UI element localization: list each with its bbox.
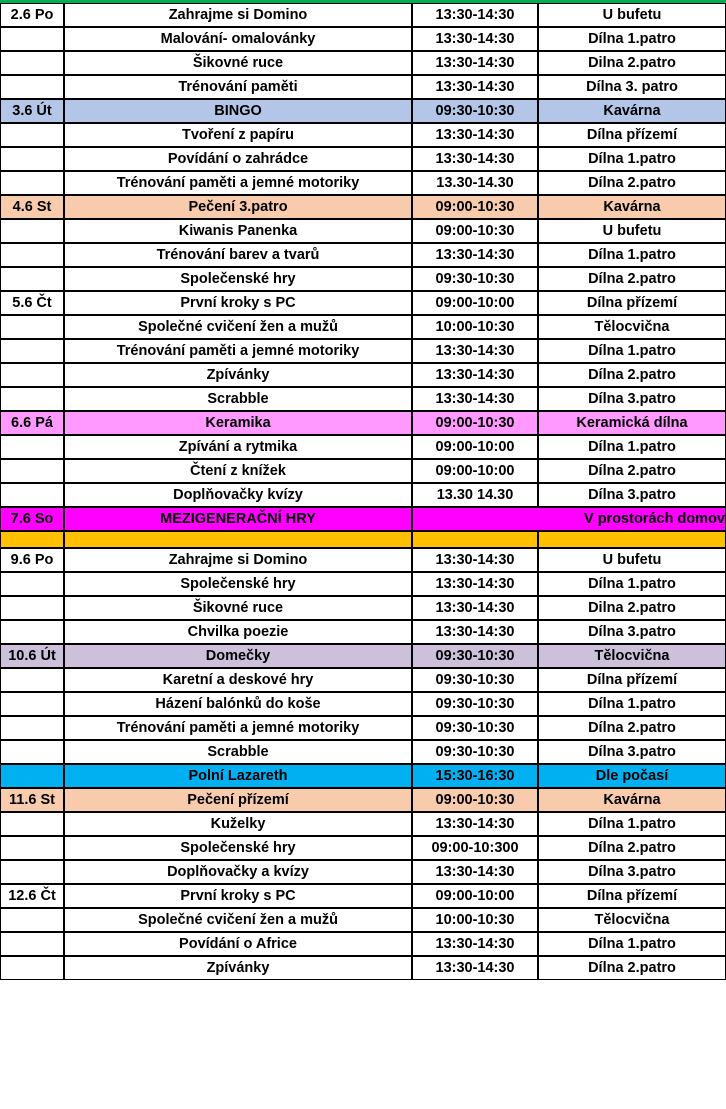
time-cell: 09:00-10:00	[412, 459, 538, 483]
schedule-row	[0, 3, 726, 27]
place-cell: Dílna 3.patro	[538, 860, 726, 884]
time-cell: 09:00-10:30	[412, 411, 538, 435]
date-cell	[0, 620, 64, 644]
schedule-row	[0, 884, 726, 908]
activity-cell: Společné cvičení žen a mužů	[64, 908, 412, 932]
schedule-row	[0, 27, 726, 51]
place-cell: Dílna přízemí	[538, 291, 726, 315]
date-cell	[0, 908, 64, 932]
schedule-row	[0, 291, 726, 315]
place-cell: Dílna 1.patro	[538, 435, 726, 459]
activity-cell: Společenské hry	[64, 836, 412, 860]
schedule-row	[0, 99, 726, 123]
activity-cell: Scrabble	[64, 387, 412, 411]
place-cell: Dílna přízemí	[538, 884, 726, 908]
date-cell	[0, 692, 64, 716]
time-cell: 10:00-10:30	[412, 908, 538, 932]
schedule-row	[0, 668, 726, 692]
time-cell: 13:30-14:30	[412, 123, 538, 147]
time-cell: 13:30-14:30	[412, 620, 538, 644]
time-cell: 09:00-10:00	[412, 884, 538, 908]
time-cell: 13:30-14:30	[412, 548, 538, 572]
schedule-body	[0, 3, 726, 980]
schedule-row	[0, 692, 726, 716]
schedule-row	[0, 716, 726, 740]
place-cell: Dílna 1.patro	[538, 147, 726, 171]
activity-cell: Společenské hry	[64, 572, 412, 596]
date-cell	[0, 123, 64, 147]
schedule-row	[0, 764, 726, 788]
place-cell: Dílna 3.patro	[538, 740, 726, 764]
activity-cell: Trénování paměti a jemné motoriky	[64, 339, 412, 363]
activity-cell: Šikovné ruce	[64, 51, 412, 75]
activity-cell: Pečení 3.patro	[64, 195, 412, 219]
activity-cell: Zpívání a rytmika	[64, 435, 412, 459]
schedule-row	[0, 860, 726, 884]
time-cell: 13:30-14:30	[412, 51, 538, 75]
date-cell	[0, 531, 64, 548]
place-cell: Dle počasí	[538, 764, 726, 788]
place-cell: Tělocvična	[538, 644, 726, 668]
activity-cell: Malování- omalovánky	[64, 27, 412, 51]
activity-cell: Chvilka poezie	[64, 620, 412, 644]
activity-cell: Kiwanis Panenka	[64, 219, 412, 243]
date-cell	[0, 483, 64, 507]
time-cell: 15:30-16:30	[412, 764, 538, 788]
schedule-row	[0, 51, 726, 75]
schedule-row	[0, 459, 726, 483]
time-cell: 13:30-14:30	[412, 147, 538, 171]
time-cell: 13:30-14:30	[412, 363, 538, 387]
place-cell: Dílna 1.patro	[538, 932, 726, 956]
schedule-row	[0, 932, 726, 956]
date-cell	[0, 267, 64, 291]
place-cell: Dílna 1.patro	[538, 572, 726, 596]
activity-cell: Společenské hry	[64, 267, 412, 291]
time-cell: 13.30 14.30	[412, 483, 538, 507]
place-cell: Dílna přízemí	[538, 123, 726, 147]
date-cell	[0, 572, 64, 596]
date-cell	[0, 363, 64, 387]
schedule-row	[0, 123, 726, 147]
schedule-row	[0, 572, 726, 596]
place-cell: Dílna 2.patro	[538, 956, 726, 980]
date-cell: 5.6 Čt	[0, 291, 64, 315]
activity-cell: Doplňovačky kvízy	[64, 483, 412, 507]
activity-cell: MEZIGENERAČNÍ HRY	[64, 507, 412, 531]
place-cell	[538, 531, 726, 548]
time-cell: 09:30-10:30	[412, 644, 538, 668]
date-cell	[0, 812, 64, 836]
time-cell: 09:30-10:30	[412, 99, 538, 123]
activity-schedule-table	[0, 3, 726, 980]
time-cell	[412, 531, 538, 548]
place-cell: Dílna 2.patro	[538, 267, 726, 291]
time-cell: 13:30-14:30	[412, 3, 538, 27]
date-cell	[0, 836, 64, 860]
date-cell	[0, 956, 64, 980]
schedule-row	[0, 147, 726, 171]
place-cell: Dílna 1.patro	[538, 27, 726, 51]
place-cell: Dílna 1.patro	[538, 812, 726, 836]
activity-cell: Trénování paměti a jemné motoriky	[64, 716, 412, 740]
date-cell	[0, 147, 64, 171]
time-cell: 09:00-10:00	[412, 435, 538, 459]
activity-cell: Pečení přízemí	[64, 788, 412, 812]
place-cell: Dílna 2.patro	[538, 363, 726, 387]
time-cell: 13:30-14:30	[412, 339, 538, 363]
date-cell	[0, 459, 64, 483]
schedule-row	[0, 171, 726, 195]
date-cell	[0, 51, 64, 75]
activity-cell: Scrabble	[64, 740, 412, 764]
activity-cell: Zahrajme si Domino	[64, 3, 412, 27]
place-cell: Dílna 2.patro	[538, 836, 726, 860]
activity-cell: Kuželky	[64, 812, 412, 836]
time-cell: 13:30-14:30	[412, 596, 538, 620]
activity-cell: Zahrajme si Domino	[64, 548, 412, 572]
schedule-row	[0, 620, 726, 644]
date-cell	[0, 27, 64, 51]
schedule-row	[0, 956, 726, 980]
time-cell: 13:30-14:30	[412, 956, 538, 980]
place-cell: U bufetu	[538, 3, 726, 27]
date-cell: 9.6 Po	[0, 548, 64, 572]
date-cell: 11.6 St	[0, 788, 64, 812]
date-cell: 10.6 Út	[0, 644, 64, 668]
date-cell: 3.6 Út	[0, 99, 64, 123]
activity-cell: Polní Lazareth	[64, 764, 412, 788]
activity-cell: První kroky s PC	[64, 884, 412, 908]
schedule-row	[0, 740, 726, 764]
separator-row	[0, 531, 726, 548]
date-cell	[0, 860, 64, 884]
activity-cell: Házení balónků do koše	[64, 692, 412, 716]
place-cell: Dílna 3.patro	[538, 483, 726, 507]
place-cell: Dílna 1.patro	[538, 339, 726, 363]
date-cell	[0, 315, 64, 339]
place-cell: Dílna 3.patro	[538, 620, 726, 644]
date-cell: 6.6 Pá	[0, 411, 64, 435]
date-cell	[0, 596, 64, 620]
time-cell: 13.30-14.30	[412, 171, 538, 195]
place-cell: Dílna 1.patro	[538, 243, 726, 267]
schedule-row	[0, 315, 726, 339]
place-cell: Kavárna	[538, 788, 726, 812]
activity-cell: Zpívánky	[64, 956, 412, 980]
date-cell: 7.6 So	[0, 507, 64, 531]
place-cell: Dílna 2.patro	[538, 716, 726, 740]
place-cell: Dílna 2.patro	[538, 459, 726, 483]
date-cell	[0, 75, 64, 99]
time-cell: 09:00-10:300	[412, 836, 538, 860]
schedule-row	[0, 363, 726, 387]
schedule-row	[0, 788, 726, 812]
date-cell: 2.6 Po	[0, 3, 64, 27]
time-cell	[412, 507, 538, 531]
date-cell	[0, 387, 64, 411]
place-cell: Tělocvična	[538, 315, 726, 339]
place-cell: Dílna 2.patro	[538, 171, 726, 195]
schedule-row	[0, 507, 726, 531]
activity-cell: Doplňovačky a kvízy	[64, 860, 412, 884]
place-cell: Dílna 3.patro	[538, 387, 726, 411]
time-cell: 13:30-14:30	[412, 243, 538, 267]
date-cell: 4.6 St	[0, 195, 64, 219]
place-cell: Keramická dílna	[538, 411, 726, 435]
schedule-row	[0, 387, 726, 411]
place-cell: Dílna přízemí	[538, 668, 726, 692]
schedule-row	[0, 411, 726, 435]
time-cell: 13:30-14:30	[412, 387, 538, 411]
schedule-row	[0, 75, 726, 99]
date-cell	[0, 740, 64, 764]
schedule-row	[0, 812, 726, 836]
place-cell: U bufetu	[538, 548, 726, 572]
activity-cell: Domečky	[64, 644, 412, 668]
date-cell	[0, 339, 64, 363]
time-cell: 13:30-14:30	[412, 932, 538, 956]
schedule-row	[0, 836, 726, 860]
time-cell: 09:30-10:30	[412, 740, 538, 764]
place-cell: Dilna 2.patro	[538, 596, 726, 620]
place-cell: Tělocvična	[538, 908, 726, 932]
activity-cell: Karetní a deskové hry	[64, 668, 412, 692]
schedule-row	[0, 435, 726, 459]
activity-cell: Trénování barev a tvarů	[64, 243, 412, 267]
place-cell: Kavárna	[538, 99, 726, 123]
time-cell: 09:30-10:30	[412, 267, 538, 291]
date-cell	[0, 171, 64, 195]
date-cell	[0, 435, 64, 459]
activity-cell: Tvoření z papíru	[64, 123, 412, 147]
activity-cell: BINGO	[64, 99, 412, 123]
place-cell: V prostorách domov	[538, 507, 726, 531]
activity-cell: Trénování paměti a jemné motoriky	[64, 171, 412, 195]
activity-cell: Šikovné ruce	[64, 596, 412, 620]
schedule-row	[0, 644, 726, 668]
activity-cell: Zpívánky	[64, 363, 412, 387]
time-cell: 13:30-14:30	[412, 572, 538, 596]
place-cell: Dílna 3. patro	[538, 75, 726, 99]
date-cell	[0, 668, 64, 692]
date-cell: 12.6 Čt	[0, 884, 64, 908]
schedule-row	[0, 596, 726, 620]
time-cell: 13:30-14:30	[412, 75, 538, 99]
date-cell	[0, 764, 64, 788]
date-cell	[0, 243, 64, 267]
date-cell	[0, 716, 64, 740]
schedule-row	[0, 195, 726, 219]
schedule-row	[0, 908, 726, 932]
date-cell	[0, 219, 64, 243]
schedule-row	[0, 219, 726, 243]
time-cell: 09:00-10:30	[412, 219, 538, 243]
time-cell: 09:00-10:30	[412, 788, 538, 812]
time-cell: 09:00-10:00	[412, 291, 538, 315]
time-cell: 09:30-10:30	[412, 668, 538, 692]
activity-cell: První kroky s PC	[64, 291, 412, 315]
schedule-row	[0, 548, 726, 572]
activity-cell: Povídání o zahrádce	[64, 147, 412, 171]
schedule-row	[0, 243, 726, 267]
schedule-row	[0, 267, 726, 291]
date-cell	[0, 932, 64, 956]
schedule-row	[0, 339, 726, 363]
place-cell: Kavárna	[538, 195, 726, 219]
time-cell: 09:30-10:30	[412, 692, 538, 716]
activity-cell: Trénování paměti	[64, 75, 412, 99]
place-cell: Dilna 2.patro	[538, 51, 726, 75]
activity-cell: Keramika	[64, 411, 412, 435]
place-cell: U bufetu	[538, 219, 726, 243]
place-cell: Dílna 1.patro	[538, 692, 726, 716]
schedule-row	[0, 483, 726, 507]
activity-cell: Čtení z knížek	[64, 459, 412, 483]
time-cell: 10:00-10:30	[412, 315, 538, 339]
time-cell: 09:30-10:30	[412, 716, 538, 740]
time-cell: 13:30-14:30	[412, 812, 538, 836]
activity-cell: Povídání o Africe	[64, 932, 412, 956]
time-cell: 13:30-14:30	[412, 27, 538, 51]
activity-cell	[64, 531, 412, 548]
time-cell: 09:00-10:30	[412, 195, 538, 219]
activity-cell: Společné cvičení žen a mužů	[64, 315, 412, 339]
time-cell: 13:30-14:30	[412, 860, 538, 884]
